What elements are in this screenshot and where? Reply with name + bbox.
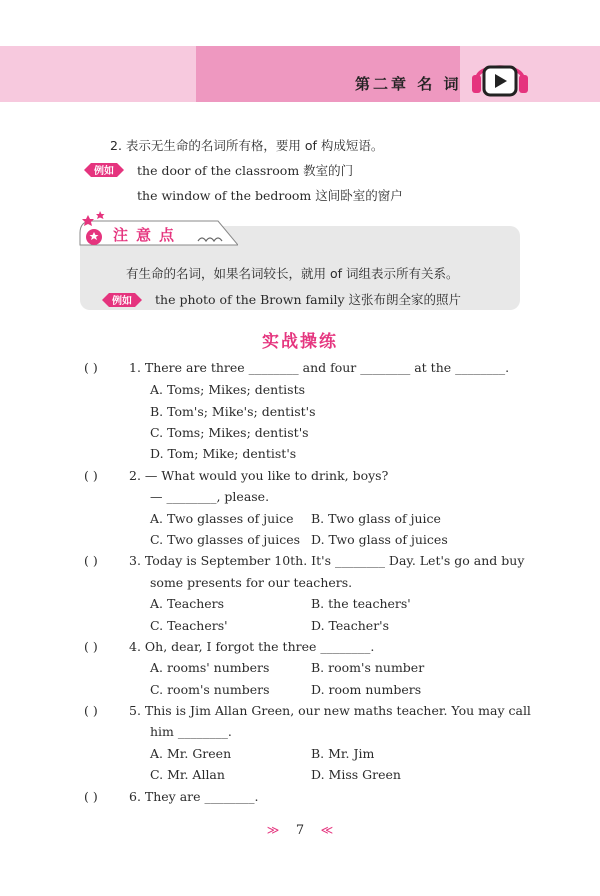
answer-blank[interactable]: ( ) xyxy=(84,789,98,804)
question-4-stem: 4. Oh, dear, I forgot the three ________. xyxy=(129,639,375,654)
example-tag-label: 例如 xyxy=(94,166,114,177)
question-5-stem-2: him ________. xyxy=(150,724,232,739)
note-text: 有生命的名词，如果名词较长，就用 of 词组表示所有关系。 xyxy=(126,266,459,281)
q4-option-a[interactable]: A. rooms' numbers xyxy=(150,660,270,675)
example-tag-icon xyxy=(102,292,142,308)
answer-blank[interactable]: ( ) xyxy=(84,703,98,718)
answer-blank[interactable]: ( ) xyxy=(84,360,98,375)
q3-option-c[interactable]: C. Teachers' xyxy=(150,618,228,633)
q3-option-b[interactable]: B. the teachers' xyxy=(311,596,411,611)
answer-blank[interactable]: ( ) xyxy=(84,553,98,568)
page-footer xyxy=(0,823,600,838)
q5-option-a[interactable]: A. Mr. Green xyxy=(150,746,232,761)
footer-arrow-left: ≫ xyxy=(266,823,280,837)
q1-option-b[interactable]: B. Tom's; Mike's; dentist's xyxy=(150,404,316,419)
exercise-title: 实战操练 xyxy=(262,332,338,352)
chapter-title: 第二章 名 词 xyxy=(355,75,462,93)
question-2-stem-2: — ________, please. xyxy=(150,489,270,504)
q1-option-a[interactable]: A. Toms; Mikes; dentists xyxy=(150,382,306,397)
question-2-stem: 2. — What would you like to drink, boys? xyxy=(129,468,389,483)
q5-option-d[interactable]: D. Miss Green xyxy=(311,767,401,782)
example-line-2: the window of the bedroom 这间卧室的窗户 xyxy=(137,188,403,203)
question-1-stem: 1. There are three ________ and four ________ at the ________. xyxy=(129,360,510,375)
q4-option-d[interactable]: D. room numbers xyxy=(311,682,422,697)
question-5-stem: 5. This is Jim Allan Green, our new maths teacher. You may call xyxy=(129,703,531,718)
rule-text: 2. 表示无生命的名词所有格，要用 of 构成短语。 xyxy=(110,138,384,153)
q2-option-d[interactable]: D. Two glass of juices xyxy=(311,532,448,547)
q5-option-c[interactable]: C. Mr. Allan xyxy=(150,767,225,782)
q2-option-b[interactable]: B. Two glass of juice xyxy=(311,511,441,526)
example-tag-icon xyxy=(84,162,124,178)
answer-blank[interactable]: ( ) xyxy=(84,468,98,483)
answer-blank[interactable]: ( ) xyxy=(84,639,98,654)
question-3-stem: 3. Today is September 10th. It's ________ Day. Let's go and buy xyxy=(129,553,525,568)
q1-option-c[interactable]: C. Toms; Mikes; dentist's xyxy=(150,425,309,440)
note-banner-label: 注意点 xyxy=(113,226,183,244)
q2-option-c[interactable]: C. Two glasses of juices xyxy=(150,532,301,547)
example-tag-label: 例如 xyxy=(112,296,132,307)
example-line-1: the door of the classroom 教室的门 xyxy=(137,163,354,178)
question-6-stem: 6. They are ________. xyxy=(129,789,259,804)
page-number: 7 xyxy=(295,823,305,838)
question-3-stem-2: some presents for our teachers. xyxy=(150,575,353,590)
note-banner xyxy=(78,207,238,247)
q4-option-b[interactable]: B. room's number xyxy=(311,660,425,675)
play-video-icon[interactable] xyxy=(471,55,529,99)
footer-arrow-right: ≪ xyxy=(320,823,334,837)
q3-option-a[interactable]: A. Teachers xyxy=(150,596,225,611)
q2-option-a[interactable]: A. Two glasses of juice xyxy=(150,511,294,526)
q3-option-d[interactable]: D. Teacher's xyxy=(311,618,390,633)
q1-option-d[interactable]: D. Tom; Mike; dentist's xyxy=(150,446,297,461)
q4-option-c[interactable]: C. room's numbers xyxy=(150,682,270,697)
note-example: the photo of the Brown family 这张布朗全家的照片 xyxy=(155,292,461,307)
q5-option-b[interactable]: B. Mr. Jim xyxy=(311,746,375,761)
star-icon xyxy=(96,211,105,219)
